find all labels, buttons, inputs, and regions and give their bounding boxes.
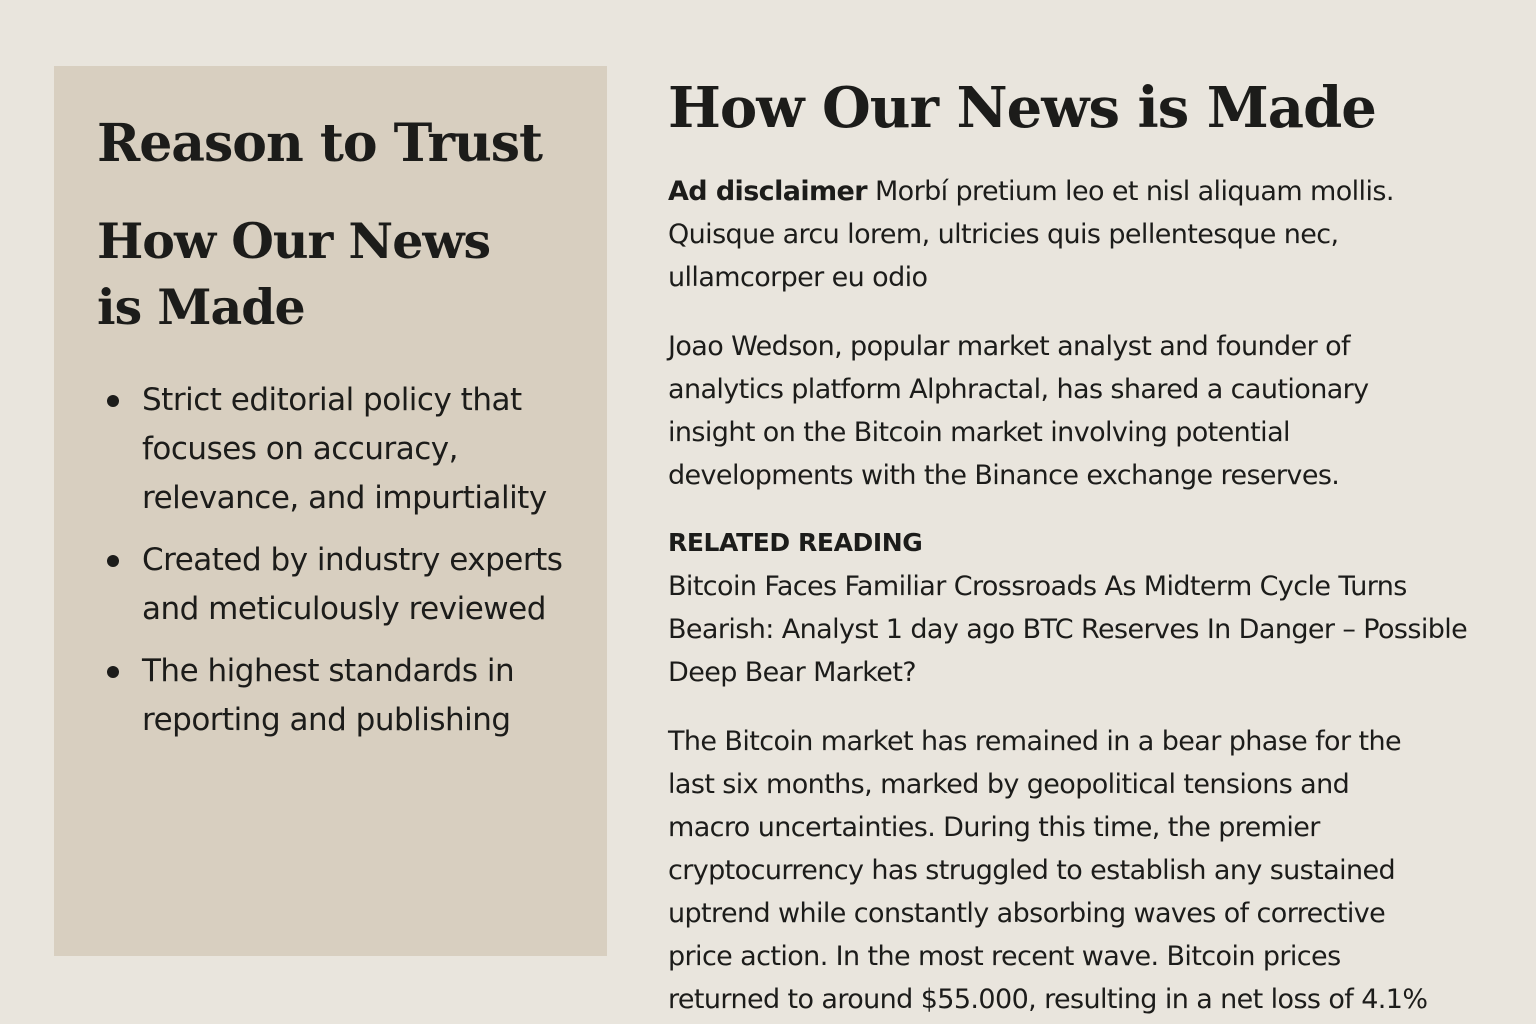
disclaimer-text: Morbí pretium leo et nisl aliquam mollis. Quisque arcu lorem, ultricies quis pellentesque nec, ullamcorper eu odio: [668, 176, 1394, 293]
bullet-icon: [107, 666, 119, 678]
bullet-icon: [107, 395, 119, 407]
list-item: [97, 647, 577, 745]
related-reading-heading: RELATED READING: [668, 528, 923, 557]
trust-list: [97, 376, 577, 745]
disclaimer-label: Ad disclaimer: [668, 176, 867, 207]
ad-disclaimer: [668, 170, 1428, 299]
bullet-icon: [107, 555, 119, 567]
related-reading-link[interactable]: Bitcoin Faces Familiar Crossroads As Midterm Cycle Turns Bearish: Analyst 1 day ago BTC Reserves In Danger – Possible Deep Bear Market?: [668, 571, 1468, 688]
list-item: [97, 536, 577, 634]
article-title: How Our News is Made: [668, 75, 1376, 141]
list-item-text: Strict editorial policy that focuses on accuracy, relevance, and impurtiality: [142, 382, 547, 516]
list-item: [97, 376, 577, 523]
trust-sidebar: [54, 66, 607, 956]
list-item-text: Created by industry experts and meticulously reviewed: [142, 542, 563, 627]
list-item-text: The highest standards in reporting and publishing: [142, 653, 515, 738]
article-paragraph-1: Joao Wedson, popular market analyst and founder of analytics platform Alphractal, has shared a cautionary insight on the Bitcoin market involving potential developments with the Binance exchange reserves.: [668, 331, 1369, 491]
article-paragraph-2: The Bitcoin market has remained in a bear phase for the last six months, marked by geopolitical tensions and macro uncertainties. During this time, the premier cryptocurrency has struggled to establish any sustained uptrend while constantly absorbing waves of corrective price action. In the most recent wave. Bitcoin prices returned to around $55.000, resulting in a net loss of 4.1%: [668, 726, 1428, 1015]
sidebar-subtitle: How Our News is Made: [97, 212, 491, 336]
sidebar-title: Reason to Trust: [97, 113, 543, 174]
article: [668, 68, 1468, 1021]
